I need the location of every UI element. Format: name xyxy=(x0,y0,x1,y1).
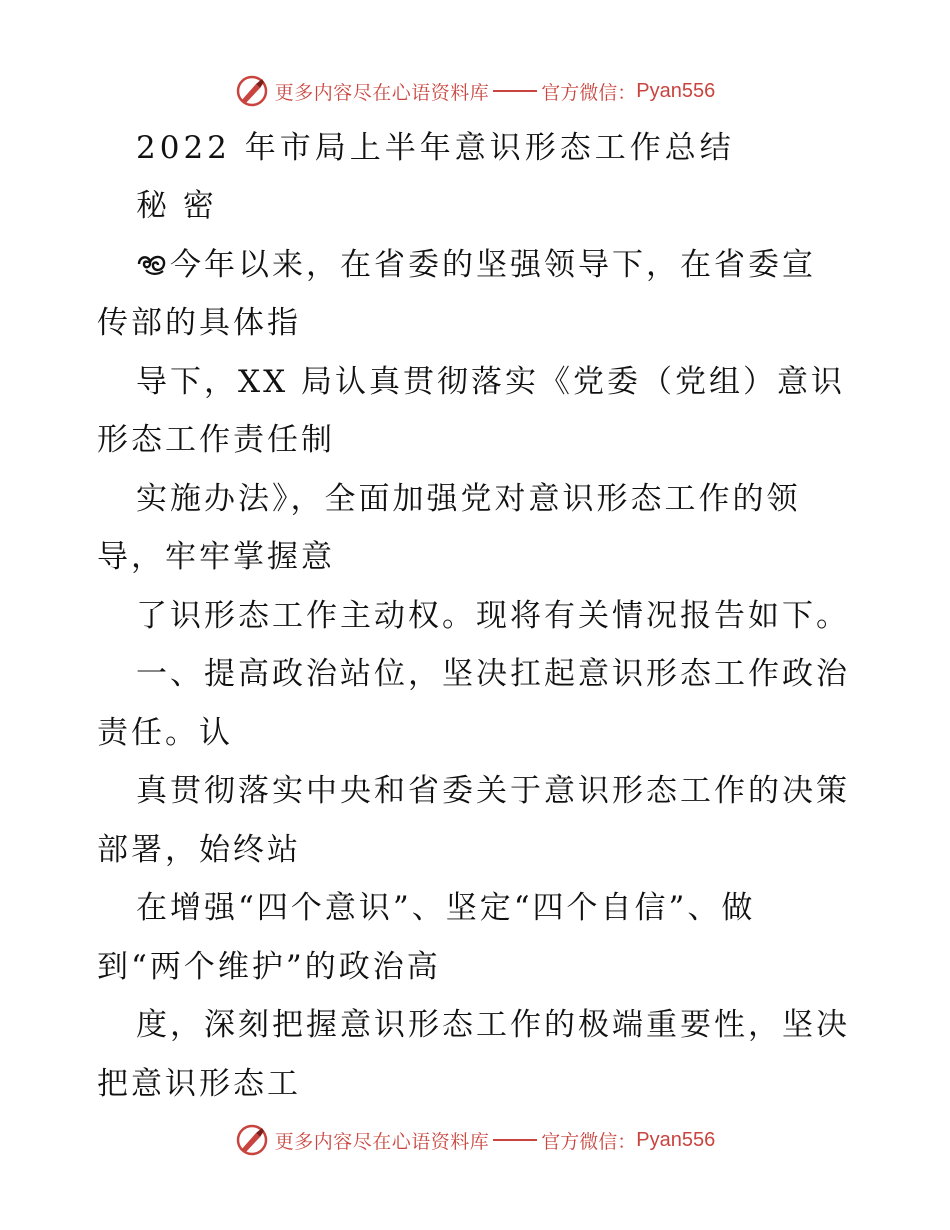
paragraph-line: 了识形态工作主动权。现将有关情况报告如下。 xyxy=(136,598,850,634)
banner-wechat-id: Pyan556 xyxy=(636,79,716,102)
paragraph-line: 把意识形态工 xyxy=(97,1066,301,1102)
paragraph-line: 度，深刻把握意识形态工作的极端重要性，坚决 xyxy=(136,1007,850,1043)
paragraph-line: 责任。认 xyxy=(97,715,233,751)
banner-wechat-id: Pyan556 xyxy=(636,1128,716,1151)
banner-site-text: 更多内容尽在心语资料库 xyxy=(274,81,490,104)
fleuron-ornament-icon xyxy=(136,250,168,278)
paragraph-line: 真贯彻落实中央和省委关于意识形态工作的决策 xyxy=(136,773,850,809)
paragraph-line: 到“两个维护”的政治高 xyxy=(97,949,441,985)
section-heading-line: 一、提高政治站位，坚决扛起意识形态工作政治 xyxy=(136,656,850,692)
paragraph-line-text: 今年以来，在省委的坚强领导下，在省委宣 xyxy=(170,247,816,283)
pen-logo-icon xyxy=(235,1123,269,1157)
classification-label: 秘 密 xyxy=(136,188,217,224)
paragraph-line: 导下，XX 局认真贯彻落实《党委（党组）意识 xyxy=(136,364,845,400)
banner-wechat-label: 官方微信： xyxy=(541,81,637,104)
paragraph-line xyxy=(136,245,816,285)
paragraph-line: 部署，始终站 xyxy=(97,832,301,868)
banner-divider xyxy=(493,90,537,92)
pen-logo-icon xyxy=(235,74,269,108)
paragraph-line: 导，牢牢掌握意 xyxy=(97,539,335,575)
footer-banner xyxy=(0,1117,950,1163)
banner-divider xyxy=(493,1139,537,1141)
paragraph-line: 在增强“四个意识”、坚定“四个自信”、做 xyxy=(136,890,756,926)
document-title: 2022 年市局上半年意识形态工作总结 xyxy=(136,130,735,166)
banner-wechat-label: 官方微信： xyxy=(541,1130,637,1153)
paragraph-line: 传部的具体指 xyxy=(97,305,301,341)
banner-site-text: 更多内容尽在心语资料库 xyxy=(274,1130,490,1153)
header-banner xyxy=(0,68,950,114)
paragraph-line: 实施办法》，全面加强党对意识形态工作的领 xyxy=(136,481,801,517)
paragraph-line: 形态工作责任制 xyxy=(97,422,335,458)
